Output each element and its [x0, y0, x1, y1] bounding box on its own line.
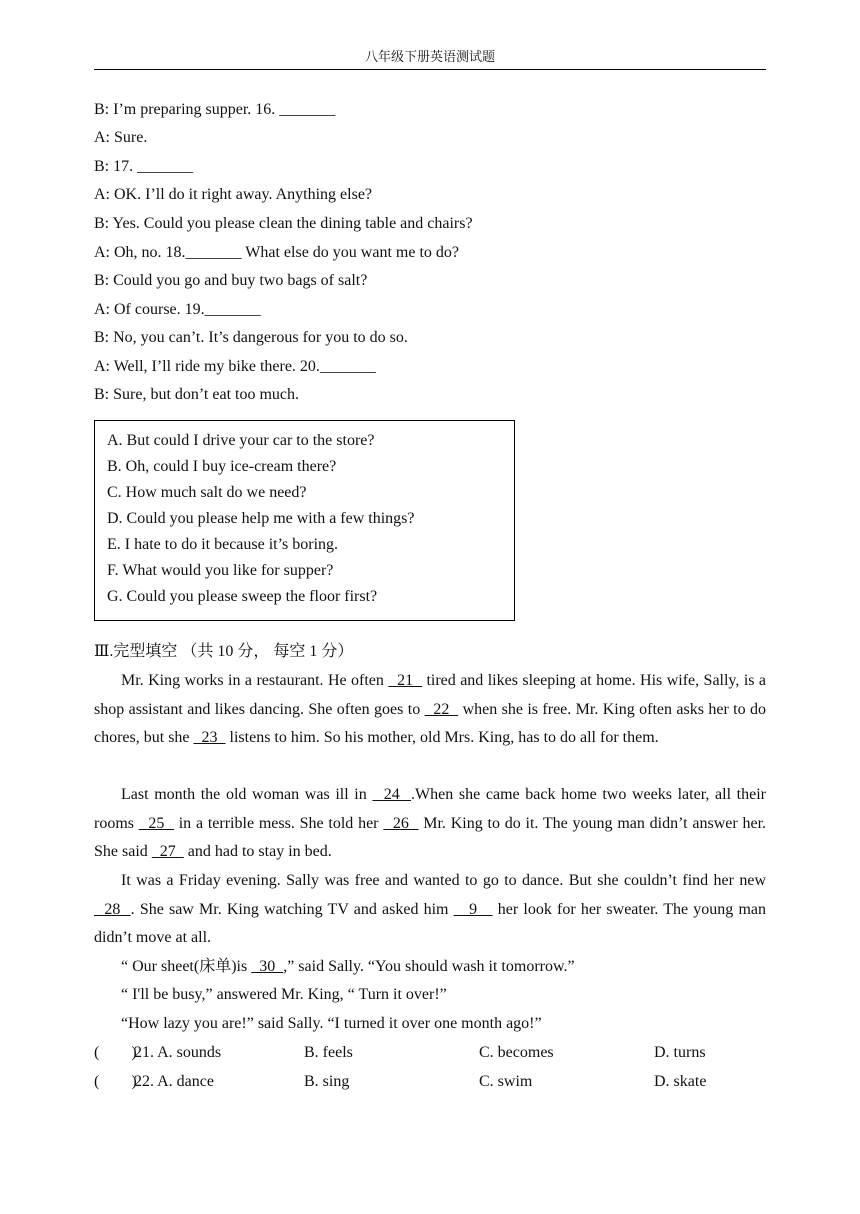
options-box [94, 420, 515, 621]
blank-24: 24 [372, 786, 412, 803]
dialogue-line: B: Could you go and buy two bags of salt? [94, 272, 368, 289]
option-a: A. But could I drive your car to the store? [107, 432, 375, 449]
option-b: B. Oh, could I buy ice-cream there? [107, 458, 337, 475]
passage-paragraph-3: It was a Friday evening. Sally was free and wanted to go to dance. But she couldn’t find her new 28 . She saw Mr. King watching TV and asked him 9 her look for her sweater. The young man didn’t move at all. [94, 872, 767, 947]
dialogue-line: A: Well, I’ll ride my bike there. 20._______ [94, 358, 376, 375]
passage-paragraph-2: Last month the old woman was ill in 24 .When she came back home two weeks later, all their rooms 25 in a terrible mess. She told her 26 Mr. King to do it. The young man didn’t answer her. She said 27 and had to stay in bed. [94, 786, 767, 861]
answer-paren: ( ) [94, 1044, 137, 1061]
passage-paragraph-1: Mr. King works in a restaurant. He often 21 tired and likes sleeping at home. His wife, Sally, is a shop assistant and likes dancing. She often goes to 22 when she is free. Mr. King often asks her to do chores, but she 23 listens to him. So his mother, old Mrs. King, has to do all for them. [94, 672, 767, 747]
page-header [94, 47, 766, 70]
passage-paragraph-6: “How lazy you are!” said Sally. “I turned it over one month ago!” [121, 1015, 542, 1032]
blank-26: 26 [383, 814, 419, 832]
dialogue-line: B: 17. _______ [94, 158, 194, 175]
question-row-21 [94, 1043, 766, 1063]
dialogue-line: A: Oh, no. 18._______ What else do you want me to do? [94, 244, 459, 261]
answer-paren: ( ) [94, 1073, 137, 1090]
option-e: E. I hate to do it because it’s boring. [107, 536, 339, 553]
question-option-a: 21. A. sounds [134, 1044, 222, 1061]
dialogue-line: A: OK. I’ll do it right away. Anything else? [94, 186, 373, 203]
blank-30: 30 [251, 958, 284, 975]
question-option-d: D. skate [654, 1073, 707, 1090]
passage-paragraph-5: “ I'll be busy,” answered Mr. King, “ Turn it over!” [121, 986, 447, 1003]
option-c: C. How much salt do we need? [107, 484, 307, 501]
dialogue-line: B: Yes. Could you please clean the dining table and chairs? [94, 215, 473, 232]
question-option-d: D. turns [654, 1044, 706, 1061]
option-g: G. Could you please sweep the floor first? [107, 588, 378, 605]
blank-29: 9 [453, 900, 493, 918]
dialogue-line: B: I’m preparing supper. 16. _______ [94, 101, 336, 118]
header-title: 八年级下册英语测试题 [364, 49, 495, 64]
dialogue-line: A: Sure. [94, 129, 148, 146]
question-option-c: C. swim [479, 1073, 533, 1090]
blank-25: 25 [138, 814, 174, 832]
blank-23: 23 [193, 729, 226, 747]
option-d: D. Could you please help me with a few things? [107, 510, 415, 527]
option-f: F. What would you like for supper? [107, 562, 334, 579]
dialogue-line: B: Sure, but don’t eat too much. [94, 386, 300, 403]
section-title: Ⅲ.完型填空 （共 10 分， 每空 1 分） [94, 643, 354, 660]
question-option-c: C. becomes [479, 1044, 554, 1061]
blank-22: 22 [424, 700, 459, 718]
dialogue-line: B: No, you can’t. It’s dangerous for you to do so. [94, 329, 408, 346]
question-option-a: 22. A. dance [134, 1073, 214, 1090]
dialogue-line: A: Of course. 19._______ [94, 301, 261, 318]
blank-27: 27 [151, 843, 184, 861]
question-option-b: B. sing [304, 1073, 350, 1090]
blank-21: 21 [388, 672, 423, 689]
question-option-b: B. feels [304, 1044, 353, 1061]
blank-28: 28 [94, 900, 131, 918]
passage-paragraph-4: “ Our sheet(床单)is 30 ,” said Sally. “You should wash it tomorrow.” [121, 958, 575, 975]
question-row-22 [94, 1072, 766, 1092]
